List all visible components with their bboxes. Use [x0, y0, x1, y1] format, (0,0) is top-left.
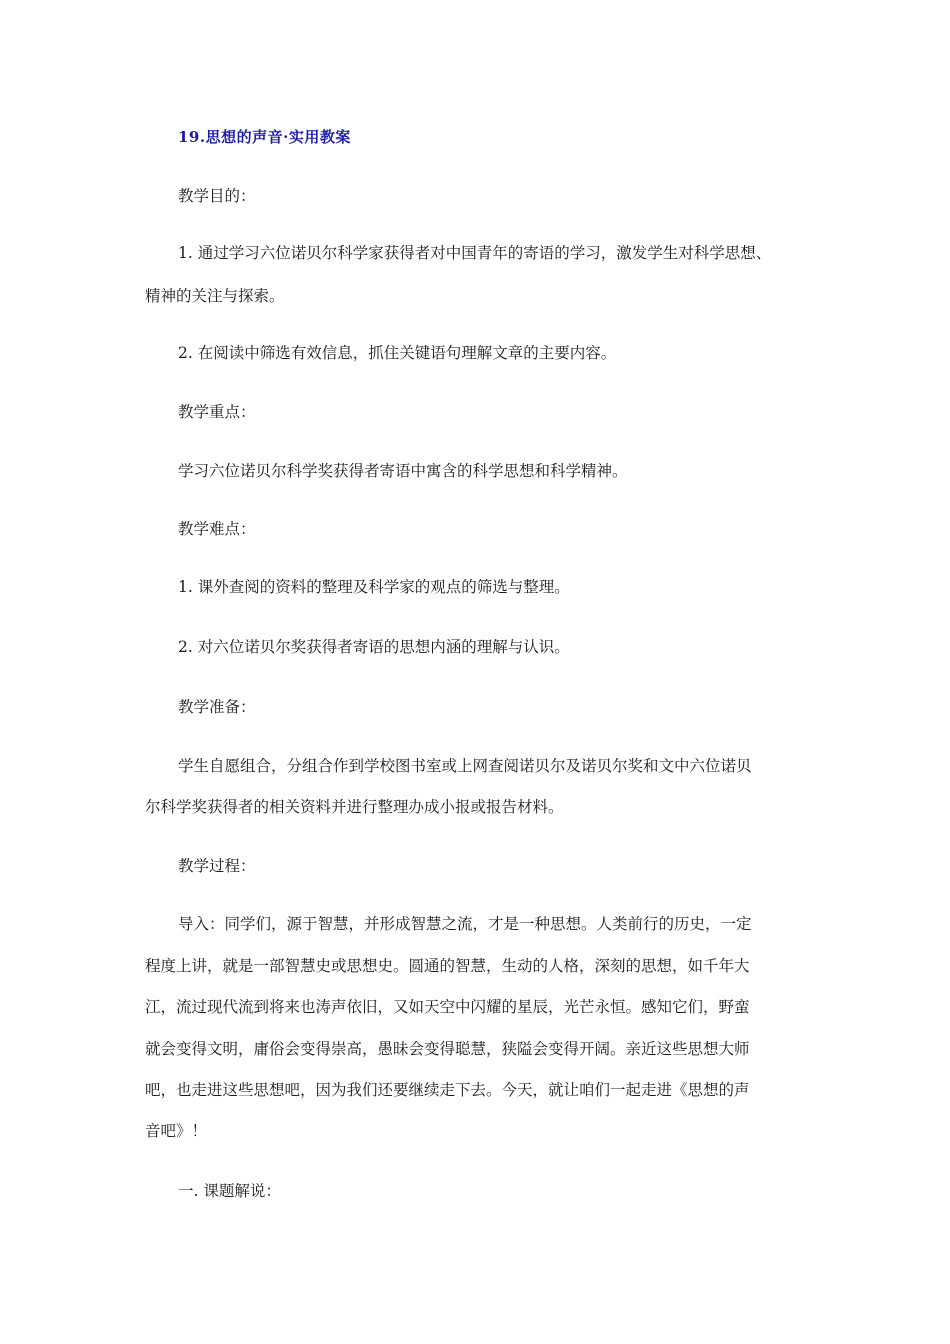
intro-line: 江，流过现代流到将来也涛声依旧，又如天空中闪耀的星辰，光芒永恒。感知它们，野蛮 [145, 998, 750, 1016]
goal-heading: 教学目的： [178, 187, 256, 205]
difficulty-1: 1. 课外查阅的资料的整理及科学家的观点的筛选与整理。 [178, 578, 570, 596]
intro-line: 音吧》！ [145, 1122, 208, 1140]
difficulty-2: 2. 对六位诺贝尔奖获得者寄语的思想内涵的理解与认识。 [178, 638, 570, 656]
process-heading: 教学过程： [178, 857, 256, 875]
document-title: 19.思想的声音·实用教案 [178, 128, 351, 146]
goal-2: 2. 在阅读中筛选有效信息，抓住关键语句理解文章的主要内容。 [178, 344, 617, 362]
key-heading: 教学重点： [178, 403, 256, 421]
intro-line: 就会变得文明，庸俗会变得崇高，愚昧会变得聪慧，狭隘会变得开阔。亲近这些思想大师 [145, 1040, 750, 1058]
prep-line1: 学生自愿组合，分组合作到学校图书室或上网查阅诺贝尔及诺贝尔奖和文中六位诺贝 [178, 757, 752, 775]
key-text: 学习六位诺贝尔科学奖获得者寄语中寓含的科学思想和科学精神。 [178, 462, 628, 480]
prep-line2: 尔科学奖获得者的相关资料并进行整理办成小报或报告材料。 [145, 798, 564, 816]
intro-line: 导入：同学们，源于智慧，并形成智慧之流，才是一种思想。人类前行的历史，一定 [178, 915, 752, 933]
intro-line: 程度上讲，就是一部智慧史或思想史。圆通的智慧，生动的人格，深刻的思想，如千年大 [145, 957, 750, 975]
goal-1-line2: 精神的关注与探索。 [145, 287, 285, 305]
difficulty-heading: 教学难点： [178, 520, 256, 538]
part1-heading: 一. 课题解说： [178, 1182, 281, 1200]
goal-1-line1: 1. 通过学习六位诺贝尔科学家获得者对中国青年的寄语的学习，激发学生对科学思想、 [178, 244, 772, 262]
prep-heading: 教学准备： [178, 698, 256, 716]
intro-line: 吧，也走进这些思想吧，因为我们还要继续走下去。今天，就让咱们一起走进《思想的声 [145, 1081, 750, 1099]
